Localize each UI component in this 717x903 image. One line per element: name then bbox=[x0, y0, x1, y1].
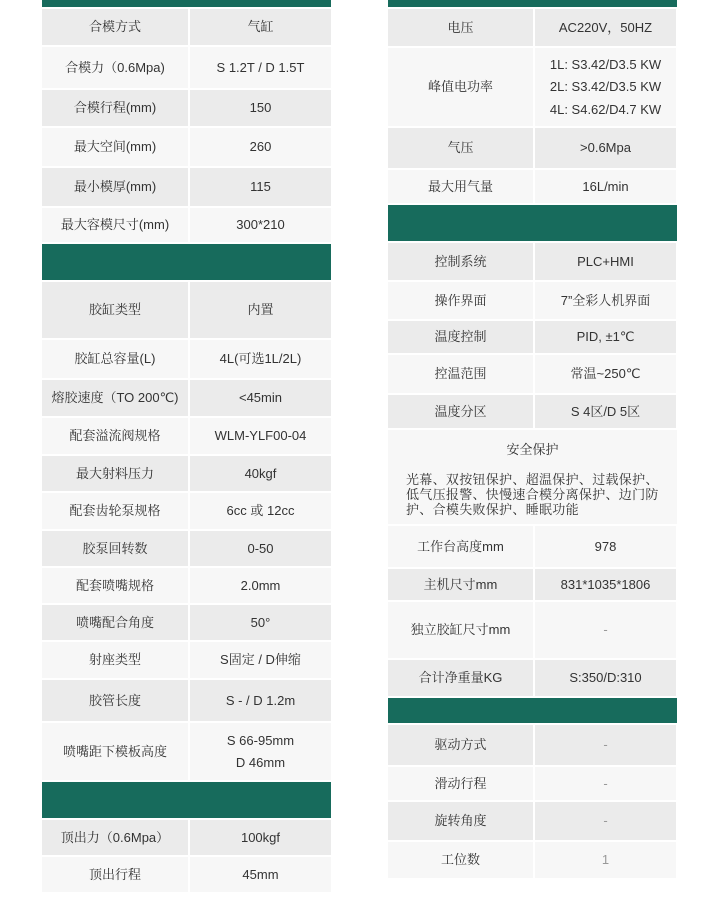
table-row bbox=[388, 660, 677, 696]
spec-label: 喷嘴配合角度 bbox=[42, 605, 188, 640]
table-row bbox=[42, 9, 331, 45]
spec-value: S:350/D:310 bbox=[535, 660, 676, 696]
table-row bbox=[42, 456, 331, 491]
spec-value: - bbox=[535, 725, 676, 765]
spec-value: S 4区/D 5区 bbox=[535, 395, 676, 428]
spec-value: - bbox=[535, 802, 676, 840]
spec-label: 独立胶缸尺寸mm bbox=[388, 602, 533, 658]
spec-value: 260 bbox=[190, 128, 331, 166]
safety-text: 光幕、双按钮保护、超温保护、过载保护、低气压报警、快慢速合模分离保护、边门防护、合模失败保护、睡眠功能 bbox=[406, 471, 659, 518]
spec-value: 气缸 bbox=[190, 9, 331, 45]
section-bar bbox=[42, 782, 331, 818]
spec-label: 气压 bbox=[388, 128, 533, 168]
spec-label: 喷嘴距下模板高度 bbox=[42, 723, 188, 780]
spec-value: 常温~250℃ bbox=[535, 355, 676, 393]
spec-value-line: 2L: S3.42/D3.5 KW bbox=[549, 79, 662, 95]
spec-value: 100kgf bbox=[190, 820, 331, 855]
spec-label: 主机尺寸mm bbox=[388, 569, 533, 600]
spec-label: 胶缸总容量(L) bbox=[42, 340, 188, 378]
table-row bbox=[42, 90, 331, 126]
spec-label: 胶缸类型 bbox=[42, 282, 188, 338]
table-row bbox=[42, 47, 331, 88]
spec-value: 45mm bbox=[190, 857, 331, 892]
spec-label: 控制系统 bbox=[388, 243, 533, 280]
table-row bbox=[388, 802, 677, 840]
table-row bbox=[42, 168, 331, 206]
spec-label: 驱动方式 bbox=[388, 725, 533, 765]
spec-value bbox=[535, 48, 676, 126]
spec-label: 合模方式 bbox=[42, 9, 188, 45]
spec-label: 电压 bbox=[388, 9, 533, 46]
safety-block bbox=[388, 430, 677, 524]
table-row bbox=[42, 568, 331, 603]
spec-label: 操作界面 bbox=[388, 282, 533, 319]
spec-label: 配套溢流阀规格 bbox=[42, 418, 188, 454]
table-row bbox=[42, 208, 331, 242]
table-row bbox=[42, 418, 331, 454]
table-row bbox=[42, 282, 331, 338]
table-row bbox=[42, 723, 331, 780]
spec-label: 顶出力（0.6Mpa） bbox=[42, 820, 188, 855]
spec-value: PID, ±1℃ bbox=[535, 321, 676, 353]
spec-value: - bbox=[535, 767, 676, 800]
table-row bbox=[42, 340, 331, 378]
spec-value: 978 bbox=[535, 526, 676, 567]
table-row bbox=[388, 526, 677, 567]
section-bar bbox=[42, 244, 331, 280]
spec-label: 工作台高度mm bbox=[388, 526, 533, 567]
spec-value-line: 4L: S4.62/D4.7 KW bbox=[549, 101, 662, 117]
section-bar bbox=[388, 698, 677, 723]
table-row bbox=[388, 48, 677, 126]
spec-label: 温度分区 bbox=[388, 395, 533, 428]
spec-value: 16L/min bbox=[535, 170, 676, 203]
spec-value: <45min bbox=[190, 380, 331, 416]
spec-value: - bbox=[535, 602, 676, 658]
table-row bbox=[388, 767, 677, 800]
spec-value: S - / D 1.2m bbox=[190, 680, 331, 721]
table-row bbox=[388, 842, 677, 878]
spec-label: 最小模厚(mm) bbox=[42, 168, 188, 206]
spec-label: 胶泵回转数 bbox=[42, 531, 188, 566]
spec-value-line: 1L: S3.42/D3.5 KW bbox=[549, 56, 662, 72]
safety-title: 安全保护 bbox=[506, 442, 559, 457]
spec-label: 射座类型 bbox=[42, 642, 188, 678]
section-bar bbox=[388, 205, 677, 241]
spec-value: 300*210 bbox=[190, 208, 331, 242]
table-row bbox=[388, 243, 677, 280]
spec-value: 7”全彩人机界面 bbox=[535, 282, 676, 319]
spec-label: 胶管长度 bbox=[42, 680, 188, 721]
spec-label: 合模力（0.6Mpa) bbox=[42, 47, 188, 88]
table-row bbox=[388, 602, 677, 658]
table-row bbox=[42, 380, 331, 416]
spec-value bbox=[190, 723, 331, 780]
spec-value: 4L(可选1L/2L) bbox=[190, 340, 331, 378]
table-row bbox=[388, 569, 677, 600]
spec-value: PLC+HMI bbox=[535, 243, 676, 280]
spec-value: 2.0mm bbox=[190, 568, 331, 603]
table-row bbox=[42, 642, 331, 678]
spec-label: 温度控制 bbox=[388, 321, 533, 353]
table-row bbox=[388, 9, 677, 46]
spec-value-line: S 66-95mm bbox=[226, 732, 295, 748]
table-row bbox=[42, 857, 331, 892]
spec-value: 115 bbox=[190, 168, 331, 206]
table-row bbox=[42, 820, 331, 855]
table-row bbox=[42, 680, 331, 721]
spec-label: 熔胶速度（TO 200℃) bbox=[42, 380, 188, 416]
table-row bbox=[42, 531, 331, 566]
table-row bbox=[388, 355, 677, 393]
spec-value: S固定 / D伸缩 bbox=[190, 642, 331, 678]
spec-value: S 1.2T / D 1.5T bbox=[190, 47, 331, 88]
spec-value: 0-50 bbox=[190, 531, 331, 566]
spec-value: WLM-YLF00-04 bbox=[190, 418, 331, 454]
spec-value: 150 bbox=[190, 90, 331, 126]
table-row bbox=[42, 605, 331, 640]
spec-label: 滑动行程 bbox=[388, 767, 533, 800]
spec-label: 最大用气量 bbox=[388, 170, 533, 203]
spec-label: 最大空间(mm) bbox=[42, 128, 188, 166]
table-row bbox=[388, 725, 677, 765]
spec-label: 最大容模尺寸(mm) bbox=[42, 208, 188, 242]
spec-label: 配套喷嘴规格 bbox=[42, 568, 188, 603]
spec-value: 831*1035*1806 bbox=[535, 569, 676, 600]
spec-value: 50° bbox=[190, 605, 331, 640]
spec-value: 1 bbox=[535, 842, 676, 878]
spec-label: 控温范围 bbox=[388, 355, 533, 393]
spec-label: 合模行程(mm) bbox=[42, 90, 188, 126]
spec-label: 峰值电功率 bbox=[388, 48, 533, 126]
spec-label: 配套齿轮泵规格 bbox=[42, 493, 188, 529]
section-bar bbox=[388, 0, 677, 7]
spec-label: 工位数 bbox=[388, 842, 533, 878]
table-row bbox=[388, 170, 677, 203]
spec-label: 最大射料压力 bbox=[42, 456, 188, 491]
section-bar bbox=[42, 0, 331, 7]
spec-value: >0.6Mpa bbox=[535, 128, 676, 168]
spec-value: 40kgf bbox=[190, 456, 331, 491]
table-row bbox=[388, 395, 677, 428]
spec-label: 顶出行程 bbox=[42, 857, 188, 892]
table-row bbox=[388, 282, 677, 319]
table-row bbox=[388, 321, 677, 353]
table-row bbox=[42, 128, 331, 166]
table-row bbox=[388, 128, 677, 168]
spec-value-line: D 46mm bbox=[235, 755, 286, 770]
table-row bbox=[42, 493, 331, 529]
spec-value: 6cc 或 12cc bbox=[190, 493, 331, 529]
spec-value: AC220V，50HZ bbox=[535, 9, 676, 46]
spec-label: 旋转角度 bbox=[388, 802, 533, 840]
spec-label: 合计净重量KG bbox=[388, 660, 533, 696]
spec-value: 内置 bbox=[190, 282, 331, 338]
